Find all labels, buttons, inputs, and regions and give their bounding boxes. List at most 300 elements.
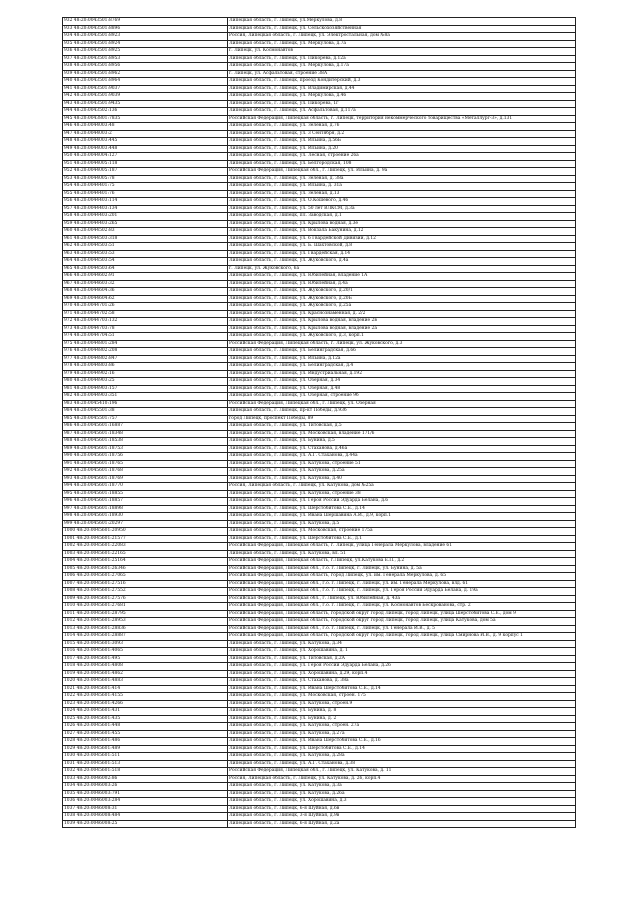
table-row [63, 445, 576, 453]
address-cell: Российская Федерация, Липецкая обл., г.о. г. Липецк, г. Липецк, ул. Генерала И.В., д. 5 [228, 625, 576, 633]
cadastral-number-cell: 959 48:20:0044403:265 [63, 220, 228, 228]
table-row [63, 603, 576, 611]
cadastral-number-cell: 966 48:20:0044602:91 [63, 273, 228, 281]
address-cell: Липецкая область, г. Липецк, ул. Катукова, д.25а [228, 468, 576, 476]
cadastral-number-cell: 992 48:20:0045601:18768 [63, 468, 228, 476]
address-cell: Липецкая область, г. Липецк, ул. Ильина, д.56Б [228, 138, 576, 146]
cadastral-number-cell: 961 48:20:0044503:318 [63, 235, 228, 243]
address-cell: Липецкая область, г. Липецк, ул. Пикорева, д.12а [228, 55, 576, 63]
table-row [63, 588, 576, 596]
address-cell: Липецкая область, г. Липецк, ул. Зеленая, д.13 [228, 190, 576, 198]
address-cell: Липецкая область, г. Липецк, ул. Краснознаменная, д. 2/2 [228, 310, 576, 318]
address-cell: Липецкая область, г. Липецк, ул. Бунина, д. 8 [228, 708, 576, 716]
cadastral-number-cell: 1004 48:20:0045601:25164 [63, 558, 228, 566]
cadastral-number-cell: 936 48:20:0043501:8925 [63, 48, 228, 56]
cadastral-number-cell: 975 48:20:0044801:284 [63, 340, 228, 348]
address-cell: Российская Федерация, Липецкая обл., г. Липецк, ул. Озерная [228, 400, 576, 408]
cadastral-number-cell: 990 48:20:0045601:18756 [63, 453, 228, 461]
table-row [63, 513, 576, 521]
cadastral-number-cell: 969 48:20:0044604:62 [63, 295, 228, 303]
address-cell: Липецкая область, г. Липецк, ул. Титовская, д.5 [228, 423, 576, 431]
cadastral-number-cell: 1019 48:20:0045601:4862 [63, 670, 228, 678]
address-cell: Липецкая область, г. Липецк, ул. Меркулова, д.17а [228, 63, 576, 71]
cadastral-number-cell: 1011 48:20:0045601:28795 [63, 610, 228, 618]
table-row [63, 348, 576, 356]
cadastral-number-cell: 1039 48:20:0046008:25 [63, 820, 228, 828]
cadastral-number-cell: 998 48:20:0045601:18930 [63, 513, 228, 521]
cadastral-number-cell: 993 48:20:0045601:18769 [63, 475, 228, 483]
cadastral-number-cell: 935 48:20:0043501:8924 [63, 40, 228, 48]
cadastral-number-cell: 937 48:20:0043501:8953 [63, 55, 228, 63]
address-cell: Липецкая область, г. Липецк, ул. Белинградская, д.66 [228, 348, 576, 356]
table-row [63, 580, 576, 588]
cadastral-number-cell: 1012 48:20:0045601:28953 [63, 618, 228, 626]
table-row [63, 213, 576, 221]
table-row [63, 813, 576, 821]
address-cell: Липецкая область, г. Липецк, ул. Жуковского, д.3, корп.1 [228, 333, 576, 341]
table-row [63, 453, 576, 461]
table-row [63, 138, 576, 146]
table-row [63, 190, 576, 198]
table-row [63, 430, 576, 438]
address-cell: Липецкая область, г. Липецк, ул. Стаханова, д.46а [228, 445, 576, 453]
cadastral-number-cell: 1028 48:20:0045601:486 [63, 738, 228, 746]
address-cell: Липецкая область, г. Липецк, ул. Крылова водная, владение 2а [228, 325, 576, 333]
table-row [63, 618, 576, 626]
address-cell: Российская Федерация, Липецкая область, городской округ город Липецк, город Липецк, улица Смирнова И.В., д. 9 корпус 1 [228, 633, 576, 641]
table-row [63, 63, 576, 71]
cadastral-number-cell: 952 48:20:0044005:187 [63, 168, 228, 176]
cadastral-number-cell: 955 48:20:0044401:76 [63, 190, 228, 198]
address-cell: Липецкая область, г. Липецк, ул. Асфальтовая, д.117а [228, 108, 576, 116]
cadastral-number-cell: 985 48:20:0045501:757 [63, 415, 228, 423]
table-row [63, 93, 576, 101]
address-cell: Липецкая область, г. Липецк, ул. Шерстобитова С.Е., д.1 [228, 535, 576, 543]
cadastral-number-cell: 991 48:20:0045601:18765 [63, 460, 228, 468]
cadastral-number-cell: 996 48:20:0045601:18857 [63, 498, 228, 506]
address-cell: Липецкая область, г. Липецк, ул. Катукова, строение 38 [228, 490, 576, 498]
address-cell: Липецкая область, г. Липецк, ул. Героя России Эдуарда Белана, д.26 [228, 663, 576, 671]
table-row [63, 183, 576, 191]
cadastral-number-cell: 1032 48:20:0045601:518 [63, 768, 228, 776]
address-cell: Россия, Липецкая область, г. Липецк, ул. Катукова, дом №25а [228, 483, 576, 491]
table-row [63, 340, 576, 348]
cadastral-number-cell: 970 48:20:0044701:26 [63, 303, 228, 311]
table-row [63, 70, 576, 78]
cadastral-number-cell: 1014 48:20:0045601:28887 [63, 633, 228, 641]
table-row [63, 700, 576, 708]
address-cell: г. Липецк, ул. Космонавтов [228, 48, 576, 56]
cadastral-number-cell: 940 48:20:0043501:8964 [63, 78, 228, 86]
table-row [63, 460, 576, 468]
cadastral-number-cell: 1033 48:20:0046002:86 [63, 775, 228, 783]
cadastral-number-cell: 977 48:20:0044802:847 [63, 355, 228, 363]
table-row [63, 535, 576, 543]
table-row [63, 273, 576, 281]
table-row [63, 160, 576, 168]
address-cell: Российская Федерация, Липецкая область, г. Липецк, ул. Жуковского, д.3 [228, 340, 576, 348]
table-row [63, 573, 576, 581]
table-row [63, 648, 576, 656]
table-row [63, 678, 576, 686]
table-row [63, 655, 576, 663]
address-cell: Липецкая область, г. Липецк, ул. Вокзала Бакунина, д.12 [228, 228, 576, 236]
cadastral-number-cell: 949 48:20:0044003:448 [63, 145, 228, 153]
cadastral-number-cell: 1005 48:20:0045601:26346 [63, 565, 228, 573]
address-cell: Липецкая область, г. Липецк, ул. Катукова, д.28а [228, 753, 576, 761]
cadastral-number-cell: 1038 48:20:0046008:484 [63, 813, 228, 821]
table-row [63, 783, 576, 791]
cadastral-number-cell: 960 48:20:0044502:83 [63, 228, 228, 236]
table-row [63, 108, 576, 116]
address-cell: Липецкая область, г. Липецк, ул. Зеленая, д. 38а [228, 175, 576, 183]
table-row [63, 318, 576, 326]
cadastral-number-cell: 1010 48:20:0045601:27681 [63, 603, 228, 611]
table-row [63, 333, 576, 341]
cadastral-number-cell: 941 48:20:0043501:9037 [63, 85, 228, 93]
address-cell: Липецкая область, г. Липецк, пр-кт Победы, д.93б [228, 408, 576, 416]
cadastral-number-cell: 979 48:20:0044902:16 [63, 370, 228, 378]
cadastral-number-cell: 951 48:20:0044005:118 [63, 160, 228, 168]
address-cell: Липецкая область, г. Липецк, ул. Московская, строен. 175 [228, 693, 576, 701]
address-cell: Российская Федерация, Липецкая область, г. Липецк, территория некоммерческого товарищества «Металлург-3», д.131 [228, 115, 576, 123]
cadastral-number-cell: 976 48:20:0044802:208 [63, 348, 228, 356]
address-cell: Липецкая область, г. Липецк, ул. Катукова, д.5 [228, 520, 576, 528]
table-row [63, 258, 576, 266]
address-cell: Российская Федерация, Липецкая область, городской округ город Липецк, город Липецк, улица Шерстобитова С.Е., дом 9 [228, 610, 576, 618]
table-row [63, 198, 576, 206]
address-cell: Липецкая область, г. Липецк, пл. Заводская, д.1 [228, 213, 576, 221]
cadastral-number-cell: 956 48:20:0044403:114 [63, 198, 228, 206]
address-cell: Российская Федерация, Липецкая обл., г.о. г. Липецк, г. Липецк, ул. им. Генерала Меркулова, влд. 61 [228, 580, 576, 588]
address-cell: Липецкая область, г. Липецк, 6-я Шуйная, д.6в [228, 805, 576, 813]
cadastral-number-cell: 1018 48:20:0045601:4808 [63, 663, 228, 671]
table-row [63, 438, 576, 446]
table-row [63, 295, 576, 303]
table-row [63, 663, 576, 671]
address-cell: Липецкая область, г. Липецк, ул. Ивана Шерстобитова С.Е., д.16 [228, 738, 576, 746]
address-cell: Липецкая область, г. Липецк, ул. Крылова водная, д.3е [228, 220, 576, 228]
table-row [63, 768, 576, 776]
address-cell: Липецкая область, г. Липецк, ул. Белгородская, 108 [228, 160, 576, 168]
table-row [63, 408, 576, 416]
address-cell: Липецкая область, г. Липецк, ул. Хорошавина, д.3 [228, 798, 576, 806]
table-row [63, 55, 576, 63]
cadastral-number-cell: 958 48:20:0044403:201 [63, 213, 228, 221]
cadastral-number-cell: 1001 48:20:0045601:21577 [63, 535, 228, 543]
table-row [63, 423, 576, 431]
cadastral-number-cell: 983 48:20:0045410:196 [63, 400, 228, 408]
address-cell: Липецкая область, г. Липецк, ул. Катукова, д.26а [228, 790, 576, 798]
cadastral-number-cell: 1029 48:20:0045601:489 [63, 745, 228, 753]
address-cell: Липецкая область, г. Липецк, ул. Владимирская, д.44 [228, 85, 576, 93]
cadastral-number-cell: 964 48:20:0044503:54 [63, 258, 228, 266]
cadastral-number-cell: 1022 48:20:0045601:4155 [63, 693, 228, 701]
table-row [63, 220, 576, 228]
cadastral-address-table [62, 17, 576, 828]
cadastral-number-cell: 967 48:20:0044603:32 [63, 280, 228, 288]
table-row [63, 633, 576, 641]
address-cell: Липецкая область, г. Липецк, ул. Катукова, д.27а [228, 730, 576, 738]
table-row [63, 805, 576, 813]
address-cell: Липецкая область, г. Липецк, ул. Пикорева, 1г [228, 100, 576, 108]
table-row [63, 415, 576, 423]
cadastral-number-cell: 1002 48:20:0045601:22083 [63, 543, 228, 551]
table-row [63, 123, 576, 131]
table-row [63, 483, 576, 491]
table-row [63, 490, 576, 498]
cadastral-number-cell: 946 48:20:0044003:48 [63, 123, 228, 131]
cadastral-number-cell: 1024 48:20:0045601:431 [63, 708, 228, 716]
address-cell: Липецкая область, г. Липецк, ул. Катукова, вл. 51 [228, 550, 576, 558]
table-row [63, 475, 576, 483]
table-row [63, 670, 576, 678]
address-cell: Липецкая область, г. Липецк, ул. Титовская, д.2А [228, 655, 576, 663]
table-row [63, 175, 576, 183]
cadastral-number-cell: 1025 48:20:0045601:435 [63, 715, 228, 723]
address-cell: Липецкая область, г. Липецк, ул. Катукова, строен.9 [228, 700, 576, 708]
cadastral-number-cell: 950 48:20:0044004:127 [63, 153, 228, 161]
cadastral-number-cell: 1016 48:20:0045601:4065 [63, 648, 228, 656]
address-cell: Липецкая область, г. Липецк, ул. Московская, строение 175а [228, 528, 576, 536]
address-cell: Липецкая область, г. Липецк, 3-я Шуйная, д.9в [228, 813, 576, 821]
table-row [63, 760, 576, 768]
table-row [63, 693, 576, 701]
address-cell: Российская Федерация, Липецкая обл., г.о. г. Липецк, г. Липецк, ул. Бунина, д. 5а [228, 565, 576, 573]
address-cell: Российская Федерация, Липецкая обл., г. Липецк, ул. Ильина, д. 9а [228, 168, 576, 176]
table-row [63, 775, 576, 783]
address-cell: Липецкая область, г. Липецк, ул. Б. Шахтовской, д.8 [228, 243, 576, 251]
address-cell: Российская Федерация, Липецкая обл., г.о. г. Липецк, г. Липецк, ул. Героя России Эдуарда Белана, д. 19а [228, 588, 576, 596]
table-row [63, 723, 576, 731]
address-cell: Липецкая область, г. Липецк, 6-я Шуйная, д.2а [228, 820, 576, 828]
address-cell: Липецкая область, г. Липецк, ул. Ивана Шерстобитова С.Е., д.14 [228, 685, 576, 693]
cadastral-number-cell: 957 48:20:0044403:134 [63, 205, 228, 213]
cadastral-number-cell: 1023 48:20:0045601:4266 [63, 700, 228, 708]
table-row [63, 595, 576, 603]
cadastral-number-cell: 984 48:20:0045501:38 [63, 408, 228, 416]
cadastral-number-cell: 989 48:20:0045601:18753 [63, 445, 228, 453]
table-row [63, 468, 576, 476]
table-row [63, 520, 576, 528]
cadastral-number-cell: 1030 48:20:0045601:511 [63, 753, 228, 761]
address-cell: Липецкая область, г. Липецк, ул. Ильина, д. 31а [228, 183, 576, 191]
address-cell: Липецкая область, г. Липецк, ул. Жуковского, д.4а [228, 258, 576, 266]
table-row [63, 100, 576, 108]
table-row [63, 550, 576, 558]
address-cell: Липецкая область, г. Липецк, ул. О.Кошевого, д.46 [228, 198, 576, 206]
table-row [63, 820, 576, 828]
cadastral-number-cell: 982 48:20:0044903:351 [63, 393, 228, 401]
address-cell: Липецкая область, г. Липецк, ул. Лесная, строение 26а [228, 153, 576, 161]
address-cell: Липецкая область, г. Липецк, проезд Кондитерский, д.3 [228, 78, 576, 86]
cadastral-number-cell: 986 48:20:0045601:16887 [63, 423, 228, 431]
cadastral-number-cell: 1037 48:20:0046008:31 [63, 805, 228, 813]
table-row [63, 370, 576, 378]
table-row [63, 685, 576, 693]
cadastral-number-cell: 953 48:20:0044005:78 [63, 175, 228, 183]
address-cell: Российская Федерация, Липецкая область, город Липецк, ул. им. Генерала Меркулова, д. 65 [228, 573, 576, 581]
address-cell: Российская Федерация, Липецкая область, г.Липецк, ул.Катукова Е.П., д.2 [228, 558, 576, 566]
address-cell: Липецкая область, г. Липецк, ул. Бунина, д. 2 [228, 715, 576, 723]
table-row [63, 205, 576, 213]
address-cell: Липецкая область, г. Липецк, ул. Индустриальная, д.192 [228, 370, 576, 378]
address-cell: Липецкая область, г. Липецк, ул. Жуковского, д.25а [228, 303, 576, 311]
cadastral-number-cell: 944 48:20:0043502:136 [63, 108, 228, 116]
table-row [63, 235, 576, 243]
table-row [63, 528, 576, 536]
table-row [63, 228, 576, 236]
table-row [63, 243, 576, 251]
table-row [63, 753, 576, 761]
address-cell: Липецкая область, г. Липецк, ул. Бунина, д.5 [228, 438, 576, 446]
cadastral-number-cell: 968 48:20:0044604:36 [63, 288, 228, 296]
address-cell: Липецкая область, г. Липецк, ул. Хорошавина, д. 1 [228, 648, 576, 656]
table-row [63, 250, 576, 258]
cadastral-number-cell: 973 48:20:0044703:78 [63, 325, 228, 333]
table-row [63, 265, 576, 273]
table-row [63, 145, 576, 153]
cadastral-number-cell: 1036 48:20:0046003:284 [63, 798, 228, 806]
cadastral-number-cell: 1008 48:20:0045601:27552 [63, 588, 228, 596]
table-row [63, 288, 576, 296]
table-row [63, 708, 576, 716]
table-row [63, 640, 576, 648]
cadastral-number-cell: 965 48:20:0044503:64 [63, 265, 228, 273]
cadastral-number-cell: 1003 48:20:0045601:22165 [63, 550, 228, 558]
cadastral-number-cell: 978 48:20:0044803:86 [63, 363, 228, 371]
table-row [63, 303, 576, 311]
cadastral-number-cell: 962 48:20:0044503:51 [63, 243, 228, 251]
address-cell: Липецкая область, г. Липецк, ул. А.Г. Стаханова, д.38 [228, 760, 576, 768]
cadastral-number-cell: 1027 48:20:0045601:455 [63, 730, 228, 738]
address-table-sheet [62, 17, 573, 828]
cadastral-number-cell: 1035 48:20:0046003:791 [63, 790, 228, 798]
cadastral-number-cell: 994 48:20:0045601:18770 [63, 483, 228, 491]
table-row [63, 745, 576, 753]
cadastral-number-cell: 987 48:20:0045601:18348 [63, 430, 228, 438]
address-cell: Липецкая область, г. Липецк, ул. Шерстобитова С.Е., д.14 [228, 505, 576, 513]
cadastral-number-cell: 1031 48:20:0045601:513 [63, 760, 228, 768]
table-row [63, 400, 576, 408]
table-row [63, 280, 576, 288]
cadastral-number-cell: 972 48:20:0044703:132 [63, 318, 228, 326]
table-row [63, 355, 576, 363]
cadastral-number-cell: 938 48:20:0043501:8956 [63, 63, 228, 71]
cadastral-number-cell: 954 48:20:0044401:75 [63, 183, 228, 191]
table-row [63, 790, 576, 798]
address-cell: Липецкая область, г. Липецк, ул. Катукова, строен. 27а [228, 723, 576, 731]
table-row [63, 730, 576, 738]
address-cell: Российская Федерация, Липецкая область, городской округ город Липецк, город Липецк, улица Катукова, дом 5а [228, 618, 576, 626]
cadastral-number-cell: 1006 48:20:0045601:27065 [63, 573, 228, 581]
table-row [63, 78, 576, 86]
cadastral-number-cell: 963 48:20:0044503:53 [63, 250, 228, 258]
table-row [63, 505, 576, 513]
table-row [63, 610, 576, 618]
address-cell: Липецкая область, г. Липецк, ул. Юбилейная, д.4а [228, 280, 576, 288]
address-cell: Липецкая область, г. Липецк, ул. Жуковского, д.20Б [228, 295, 576, 303]
cadastral-number-cell: 1021 48:20:0045601:414 [63, 685, 228, 693]
cadastral-number-cell: 980 48:20:0044903:25 [63, 378, 228, 386]
cadastral-number-cell: 932 48:20:0043501:8769 [63, 18, 228, 26]
address-cell: Липецкая область, г. Липецк, ул. Катукова, д.34 [228, 640, 576, 648]
table-row [63, 625, 576, 633]
address-cell: Липецкая область, г. Липецк, ул. Катукова, д.40 [228, 475, 576, 483]
table-row [63, 738, 576, 746]
cadastral-number-cell: 1009 48:20:0045601:27576 [63, 595, 228, 603]
cadastral-number-cell: 974 48:20:0044704:51 [63, 333, 228, 341]
address-cell: Липецкая область, г. Липецк, ул. Героя России Эдуарда Белана, д.6 [228, 498, 576, 506]
table-row [63, 85, 576, 93]
address-cell: Липецкая область, г. Липецк, ул. Крылова водная, владение 2в [228, 318, 576, 326]
table-row [63, 48, 576, 56]
cadastral-number-cell: 933 48:20:0043501:8896 [63, 25, 228, 33]
table-row [63, 310, 576, 318]
table-row [63, 558, 576, 566]
address-cell: Липецкая область, г. Липецк, ул. 3 Сентября, д.2 [228, 130, 576, 138]
cadastral-number-cell: 942 48:20:0043501:9039 [63, 93, 228, 101]
cadastral-number-cell: 1017 48:20:0045601:495 [63, 655, 228, 663]
table-row [63, 393, 576, 401]
cadastral-number-cell: 1026 48:20:0045601:448 [63, 723, 228, 731]
cadastral-number-cell: 1007 48:20:0045601:27516 [63, 580, 228, 588]
table-row [63, 153, 576, 161]
address-cell: Липецкая область, г. Липецк, ул. Меркулова, д.46 [228, 93, 576, 101]
cadastral-number-cell: 1000 48:20:0045601:20950 [63, 528, 228, 536]
address-cell: Липецкая область, г. Липецк, ул. Московская, владение 171/6 [228, 430, 576, 438]
address-cell: Липецкая область, г. Липецк, ул. 50 лет ВЛКСМ, д.3а [228, 205, 576, 213]
cadastral-number-cell: 1013 48:20:0045601:28836 [63, 625, 228, 633]
address-cell: Липецкая область, г. Липецк, ул. Озерная, д.34 [228, 378, 576, 386]
table-row [63, 40, 576, 48]
address-cell: Липецкая область, г. Липецк, ул. Ильина, д.20 [228, 145, 576, 153]
table-row [63, 363, 576, 371]
address-cell: Липецкая область, г. Липецк, ул. Хорошавина, д.29, корп.4 [228, 670, 576, 678]
cadastral-number-cell: 947 48:20:0044003:2 [63, 130, 228, 138]
cadastral-number-cell: 948 48:20:0044003:445 [63, 138, 228, 146]
cadastral-number-cell: 997 48:20:0045601:18898 [63, 505, 228, 513]
address-cell: Липецкая область, г. Липецк, ул. Катукова, д.3а [228, 783, 576, 791]
table-row [63, 168, 576, 176]
cadastral-number-cell: 939 48:20:0043501:8962 [63, 70, 228, 78]
cadastral-number-cell: 995 48:20:0045601:18855 [63, 490, 228, 498]
table-row [63, 543, 576, 551]
address-cell: Липецкая область, г. Липецк, ул. Меркулова, д.7а [228, 40, 576, 48]
table-row [63, 25, 576, 33]
address-cell: Липецкая область, г. Липецк, ул. Жуковского, д.20/1 [228, 288, 576, 296]
cadastral-number-cell: 988 48:20:0045601:18538 [63, 438, 228, 446]
address-cell: Липецкая область, г. Липецк, ул. Зеленая, д.76 [228, 123, 576, 131]
address-cell: Липецкая область, г. Липецк, ул. Стаханова, д. 38а [228, 678, 576, 686]
cadastral-number-cell: 999 48:20:0045601:20297 [63, 520, 228, 528]
table-row [63, 378, 576, 386]
table-row [63, 715, 576, 723]
table-row [63, 385, 576, 393]
address-cell: Липецкая область, г. Липецк, ул. Шерстобитова С.Е., д.14 [228, 745, 576, 753]
table-row [63, 115, 576, 123]
table-row [63, 498, 576, 506]
address-cell: Россия, Липецкая область, г. Липецк, ул. Электростальная, дом №8а [228, 33, 576, 41]
address-cell: Липецкая область, г. Липецк, ул. 6 Гвардейской Дивизии, д.12 [228, 235, 576, 243]
address-cell: Липецкая область, г. Липецк, ул. Юбилейная, владение 1А [228, 273, 576, 281]
cadastral-number-cell: 943 48:20:0043501:9435 [63, 100, 228, 108]
address-cell: г. Липецк, ул. Асфальтовая, строение 38А [228, 70, 576, 78]
address-cell: Россия, Липецкая область, г. Липецк, ул. Катукова, д. 26, корп.4 [228, 775, 576, 783]
table-row [63, 18, 576, 26]
cadastral-number-cell: 934 48:20:0043501:8923 [63, 33, 228, 41]
address-cell: Липецкая область, г. Липецк, ул. Белинградская, д.4 [228, 363, 576, 371]
